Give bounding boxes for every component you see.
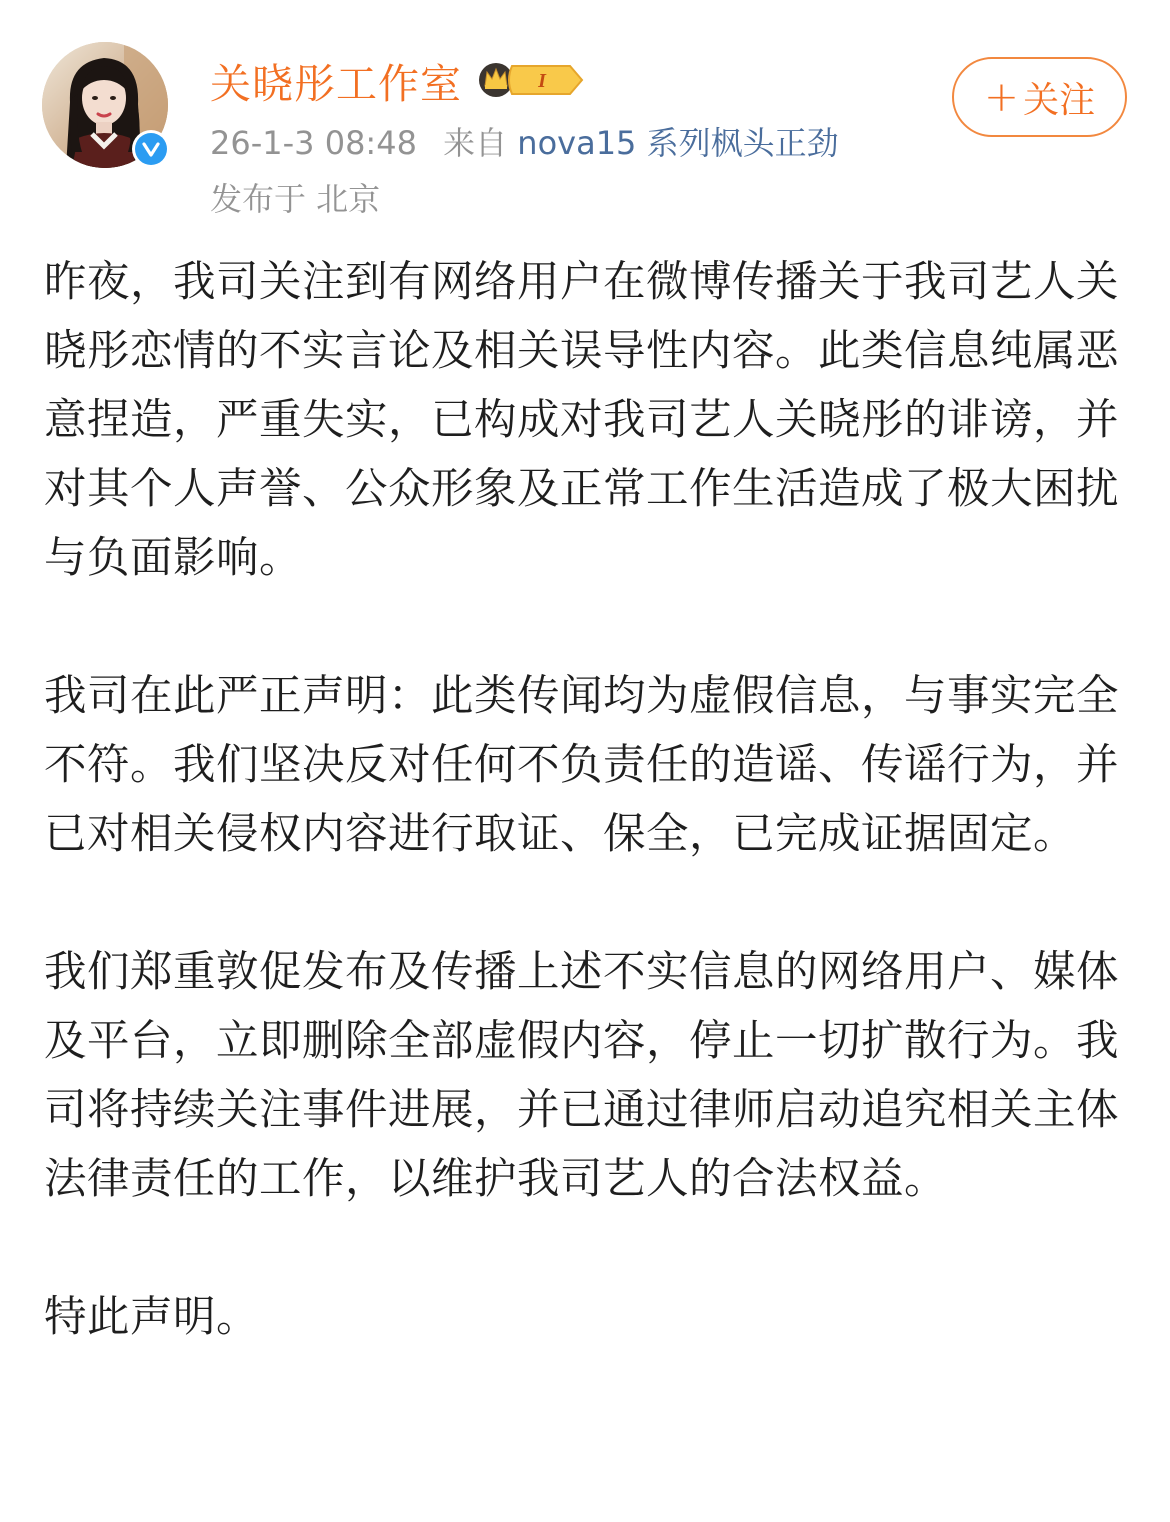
vip-level-text: I — [538, 70, 546, 92]
post-paragraph: 昨夜，我司关注到有网络用户在微博传播关于我司艺人关晓彤恋情的不实言论及相关误导性内容。此类信息纯属恶意捏造，严重失实，已构成对我司艺人关晓彤的诽谤，并对其个人声誉、公众形象及正常工作生活造成了极大困扰与负面影响。 — [44, 258, 1120, 583]
post-meta — [210, 118, 839, 164]
follow-button[interactable] — [952, 57, 1127, 137]
post-paragraph: 特此声明。 — [44, 1293, 260, 1342]
follow-button-label: 关注 — [1023, 79, 1096, 121]
source-prefix: 来自 — [443, 124, 508, 162]
avatar-container[interactable] — [42, 42, 170, 170]
vip-crown-badge-icon[interactable] — [476, 60, 588, 100]
post-timestamp: 26-1-3 08:48 — [210, 124, 417, 162]
post-paragraph: 我们郑重敦促发布及传播上述不实信息的网络用户、媒体及平台，立即删除全部虚假内容，停止一切扩散行为。我司将持续关注事件进展，并已通过律师启动追究相关主体法律责任的工作，以维护我司艺人的合法权益。 — [44, 948, 1120, 1204]
post-paragraph: 我司在此严正声明：此类传闻均为虚假信息，与事实完全不符。我们坚决反对任何不负责任的造谣、传谣行为，并已对相关侵权内容进行取证、保全，已完成证据固定。 — [44, 672, 1120, 859]
plus-icon: + — [983, 72, 1020, 121]
username-row — [210, 52, 588, 108]
post-content — [44, 248, 1134, 1352]
post-location: 发布于 北京 — [210, 180, 381, 218]
source-device-link[interactable]: nova15 系列枫头正劲 — [517, 124, 839, 162]
verified-icon — [132, 130, 170, 168]
username-link[interactable]: 关晓彤工作室 — [210, 59, 462, 108]
